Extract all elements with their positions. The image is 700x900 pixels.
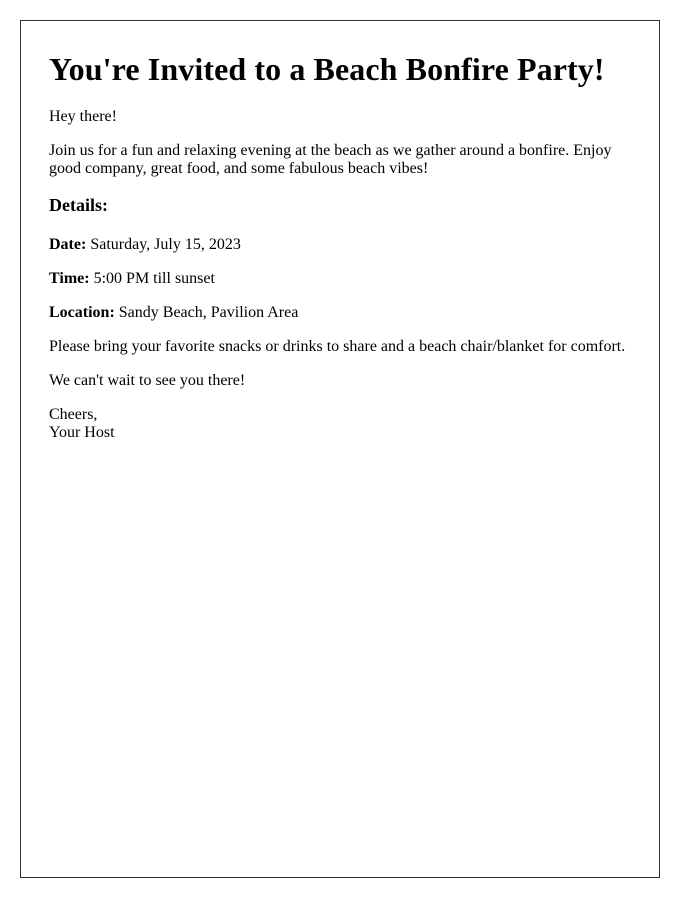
invitation-card <box>20 20 660 878</box>
intro-paragraph: Join us for a fun and relaxing evening at the beach as we gather around a bonfire. Enjoy good company, great food, and some fabulous beach vibes! <box>49 142 612 177</box>
closing-line: We can't wait to see you there! <box>49 372 246 389</box>
detail-location <box>49 304 631 322</box>
detail-time-label: Time: <box>49 270 90 287</box>
detail-time <box>49 270 631 288</box>
detail-time-value: 5:00 PM till sunset <box>93 270 215 287</box>
detail-date <box>49 236 631 254</box>
detail-date-label: Date: <box>49 236 87 253</box>
details-heading: Details: <box>49 195 108 215</box>
signoff-text: Cheers, <box>49 406 98 423</box>
detail-location-value: Sandy Beach, Pavilion Area <box>118 304 299 321</box>
greeting-text: Hey there! <box>49 108 117 125</box>
detail-location-label: Location: <box>49 304 115 321</box>
request-paragraph: Please bring your favorite snacks or drinks to share and a beach chair/blanket for comfort. <box>49 338 626 355</box>
invitation-title: You're Invited to a Beach Bonfire Party! <box>49 51 605 87</box>
detail-date-value: Saturday, July 15, 2023 <box>90 236 241 253</box>
signature-text: Your Host <box>49 424 115 441</box>
